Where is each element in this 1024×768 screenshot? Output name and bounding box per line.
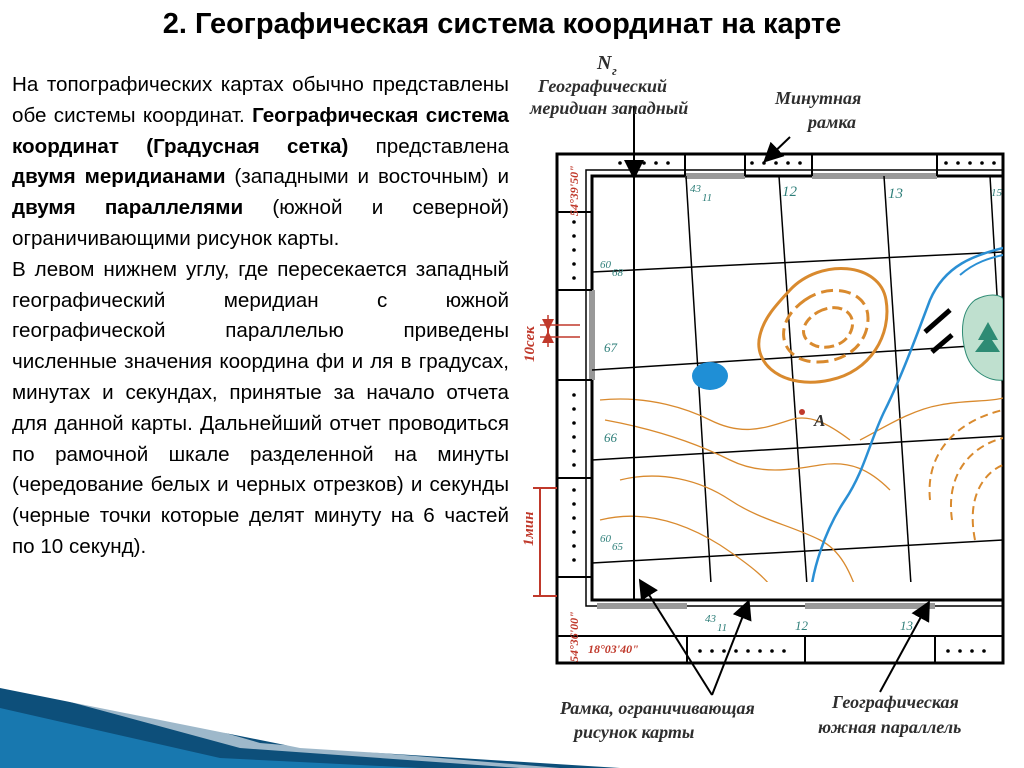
label-minute-1: Минутная xyxy=(775,88,862,108)
forest xyxy=(962,295,1003,380)
label-parallel-2: южная параллель xyxy=(818,717,962,737)
grid-left-68-sub: 68 xyxy=(612,267,623,279)
grid-left-66: 66 xyxy=(604,430,617,445)
para1-bold-meridians: двумя меридианами xyxy=(12,165,226,189)
label-meridian-2: меридиан западный xyxy=(530,98,689,118)
lat-bottom-label: 54°36'00" xyxy=(567,611,581,662)
lat-top-label: 54°39'50" xyxy=(567,165,581,216)
label-frame-1: Рамка, ограничивающая xyxy=(560,698,755,718)
grid-left-67: 67 xyxy=(604,340,617,355)
grid-left-60-top: 60 xyxy=(600,259,611,271)
label-meridian-1: Географический xyxy=(538,76,667,96)
point-a-label: A xyxy=(814,411,826,430)
point-a-marker xyxy=(799,409,805,415)
grid-left-60-bot: 60 xyxy=(600,533,611,545)
label-minute-2: рамка xyxy=(808,112,857,132)
left-minute-scale xyxy=(557,212,595,577)
river-branch xyxy=(960,255,1003,275)
para1-text-3: (западными и восточным) и xyxy=(225,165,509,189)
grid-top-12: 12 xyxy=(782,184,797,200)
lake xyxy=(692,362,728,390)
grid-bottom-12: 12 xyxy=(795,618,808,633)
grid-bottom-43-sub: 11 xyxy=(717,622,728,634)
scale-10sec-label: 10сек xyxy=(522,326,538,362)
north-symbol: N xyxy=(597,52,612,74)
grid-bottom-43: 43 xyxy=(705,613,716,625)
page-title: 2. Географическая система координат на карте xyxy=(162,8,842,40)
bridge-marks xyxy=(925,310,952,352)
para1-bold-parallels: двумя параллелями xyxy=(12,196,244,220)
para1-bold-geo-system: Географическая система координат (Градусная сетка) xyxy=(12,103,509,158)
grid-top-13: 13 xyxy=(888,186,903,202)
hill-contours xyxy=(759,268,887,382)
paragraph-2: В левом нижнем углу, где пересекается западный географический меридиан с южной географической параллелью приведены численные значения координа фи и ля в градусах, минутах и секундах, принятые за начало отчета для данной карты. Дальнейший отчет проводиться по рамочной шкале разделенной на минуты (чередование белых и черных отрезков) и секунды (черные точки которые делят минуту на 6 частей по 10 секунд). xyxy=(12,257,509,558)
north-subscript: г xyxy=(612,63,617,78)
scale-1min-label: 1мин xyxy=(521,511,537,546)
label-parallel-1: Географическая xyxy=(832,692,959,712)
map-content xyxy=(592,176,1015,600)
km-grid xyxy=(592,176,1015,600)
para1-text-1: На топографических картах обычно представлены обе системы координат. xyxy=(12,73,509,127)
map-outer-frame xyxy=(557,154,1003,663)
para1-text-2: представлена xyxy=(348,134,509,158)
east-hill-contours xyxy=(930,410,1003,540)
lon-bottom-label: 18°03'40" xyxy=(588,642,639,656)
grid-top-43: 43 xyxy=(690,183,701,195)
minute-frame-arrow xyxy=(766,137,790,160)
grid-left-65-sub: 65 xyxy=(612,541,623,553)
grid-bottom-13: 13 xyxy=(900,618,913,633)
grid-top-43-sub: 11 xyxy=(702,192,713,204)
frame-arrow-right xyxy=(712,603,748,695)
label-frame-2: рисунок карты xyxy=(574,722,695,742)
para1-text-4: (южной и северной) ограничивающими рисунок карты. xyxy=(12,196,509,250)
grid-top-15-sub: 15 xyxy=(991,187,1002,199)
